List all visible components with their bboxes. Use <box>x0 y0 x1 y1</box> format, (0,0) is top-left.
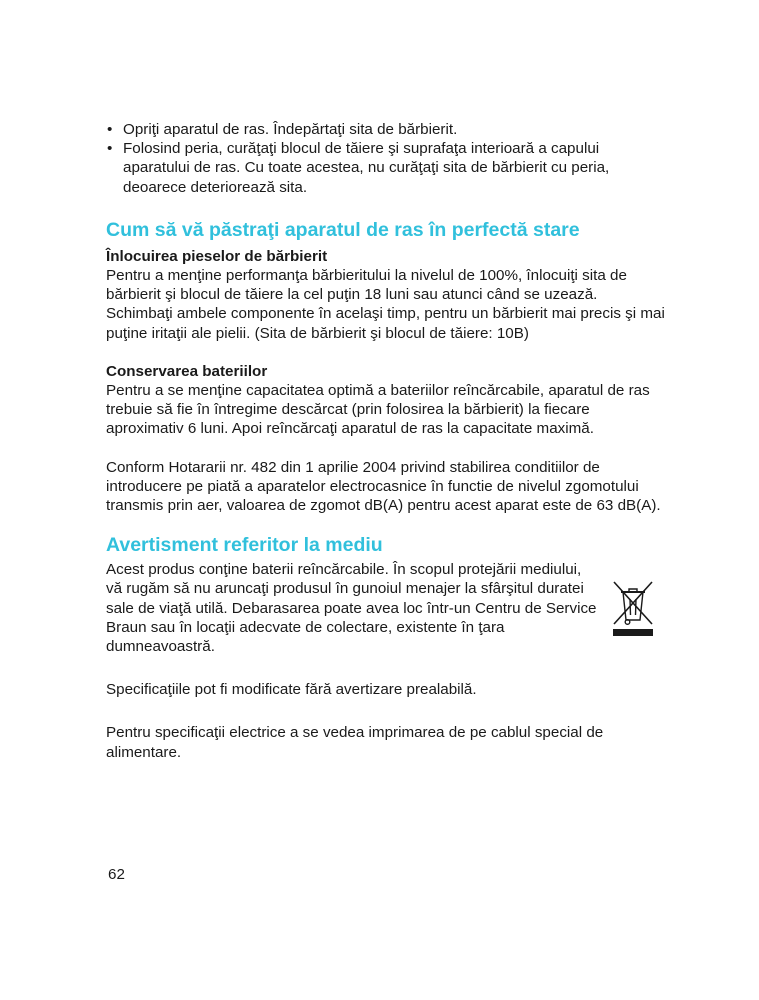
section-heading-environment: Avertisment referitor la mediu <box>106 534 383 557</box>
list-item: • Folosind peria, curăţaţi blocul de tăiere şi suprafaţa interioară a capului aparatului de ras. Cu toate acestea, nu curăţaţi sita de bărbierit cu peria, deoarece deteriorează sita. <box>106 139 666 197</box>
page-number: 62 <box>108 866 125 883</box>
paragraph-battery-care: Pentru a se menţine capacitatea optimă a bateriilor reîncărcabile, aparatul de ras trebuie să fie în întregime descărcat (prin folosirea la bărbierit) la fiecare aproximativ 6 luni. Apoi reîncărcaţi aparatul de ras la capacitate maximă. <box>106 382 650 438</box>
paragraph-replace-parts: Pentru a menţine performanţa bărbieritului la nivelul de 100%, înlocuiţi sita de bărbierit şi blocul de tăiere la cel puţin 18 luni sau atunci când se uzează. Schimbaţi ambele componente în acelaşi timp, pentru un bărbierit mai precis şi mai puţine iritaţii ale pielii. (Sita de bărbierit şi blocul de tăiere: 10B) <box>106 267 665 342</box>
paragraph-environment: Acest produs conţine baterii reîncărcabile. În scopul protejării mediului, vă rugăm să nu aruncaţi produsul în gunoiul menajer la sfârşitul duratei sale de viaţă utilă. Debarasarea poate avea loc într-un Centru de Service Braun sau în locaţii adecvate de colectare, existente în ţara dumneavoastră. <box>106 561 597 656</box>
crossed-out-wheelie-bin-icon <box>612 580 654 638</box>
paragraph-noise-level: Conform Hotararii nr. 482 din 1 aprilie 2004 privind stabilirea conditiilor de introducere pe piată a aparatelor electrocasnice în functie de nivelul zgomotului transmis prin aer, valoarea de zgomot dB(A) pentru acest aparat este de 63 dB(A). <box>106 458 661 515</box>
paragraph-electrical-note: Pentru specificaţii electrice a se vedea imprimarea de pe cablul special de alimentare. <box>106 724 604 761</box>
paragraph-spec-note: Specificaţiile pot fi modificate fără avertizare prealabilă. <box>106 681 477 699</box>
cleaning-steps-list <box>106 120 666 197</box>
subheading-replace-parts: Înlocuirea pieselor de bărbierit <box>106 247 328 265</box>
content-column <box>106 120 666 762</box>
subheading-battery-care: Conservarea bateriilor <box>106 362 268 380</box>
list-item: • Opriţi aparatul de ras. Îndepărtaţi sita de bărbierit. <box>106 120 666 139</box>
section-heading-keep-shaver: Cum să vă păstraţi aparatul de ras în perfectă stare <box>106 218 580 241</box>
